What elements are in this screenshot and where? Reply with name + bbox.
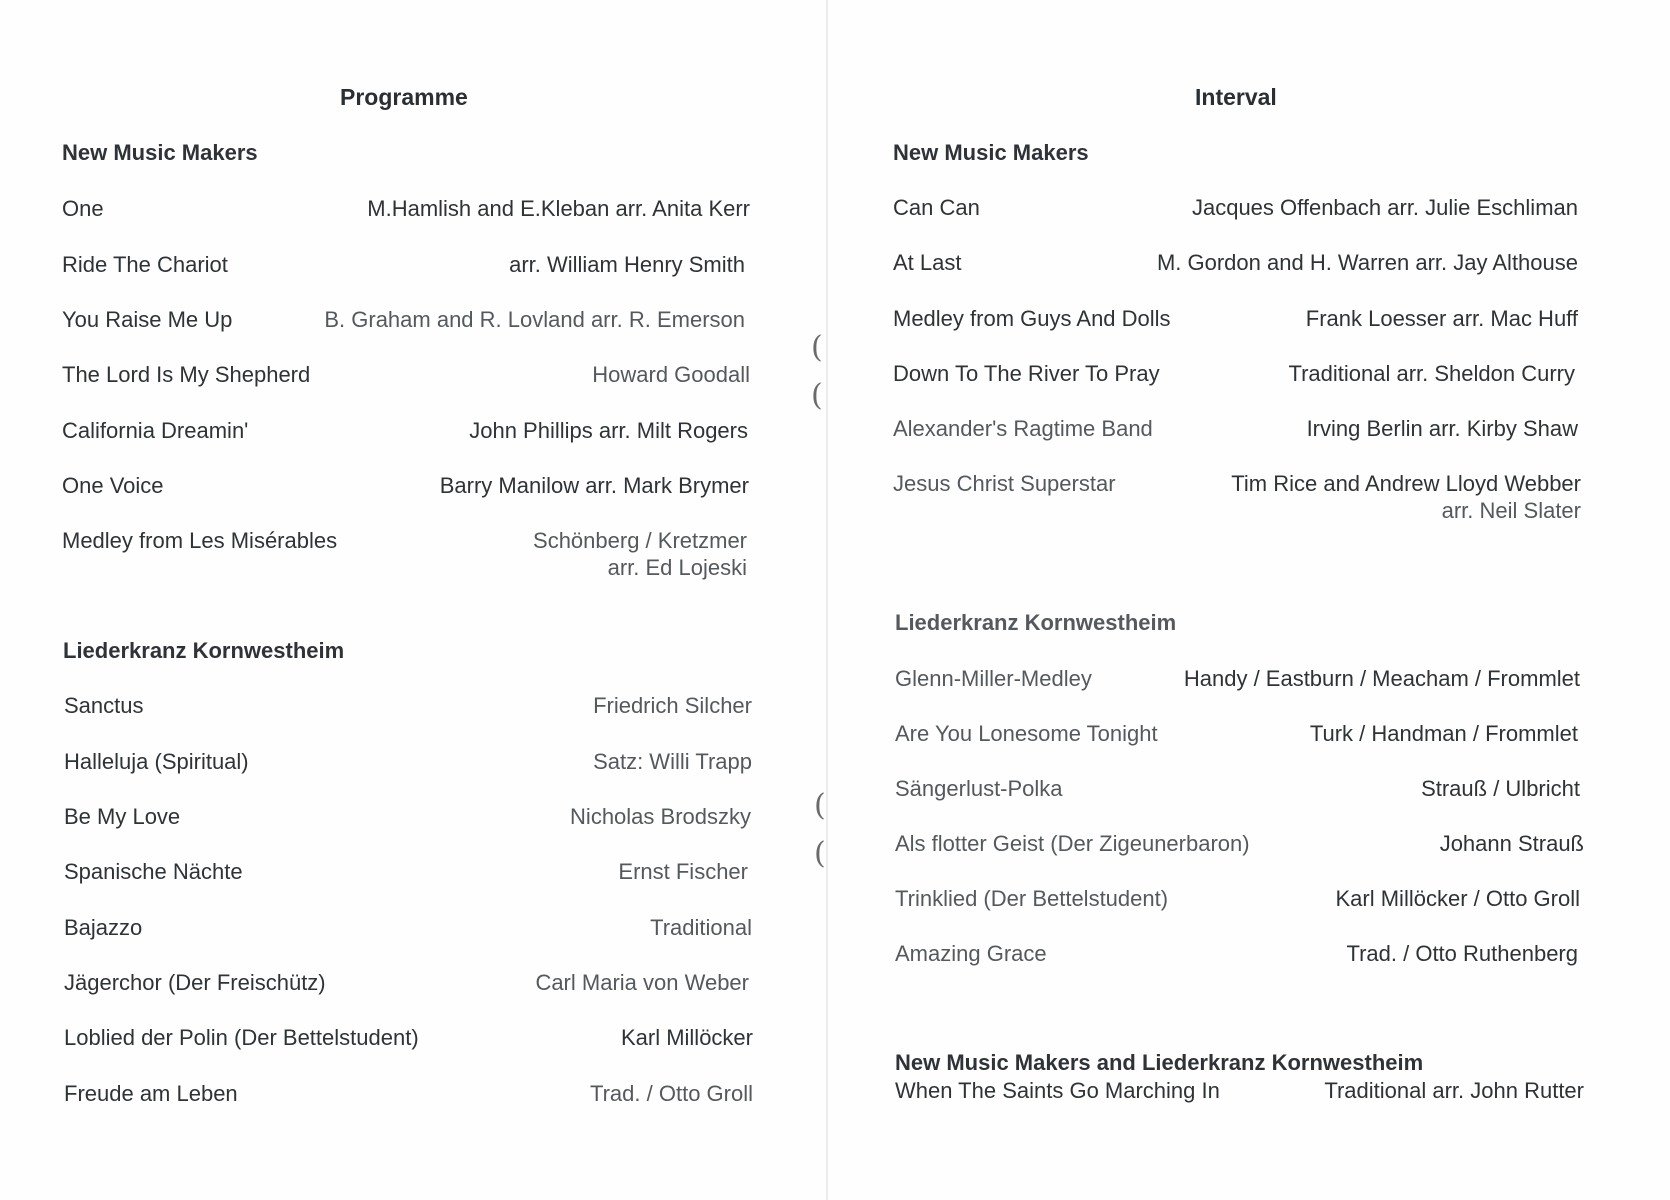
- piece-title: Amazing Grace: [895, 941, 1047, 966]
- piece-composer: Strauß / Ulbricht: [1421, 776, 1580, 801]
- piece-title: Be My Love: [64, 804, 181, 829]
- piece-composer: Traditional: [650, 915, 752, 940]
- piece-composer: Karl Millöcker: [620, 1025, 753, 1050]
- piece-composer: Jacques Offenbach arr. Julie Eschliman: [1191, 195, 1578, 220]
- piece-composer: John Phillips arr. Milt Rogers: [469, 418, 748, 443]
- piece-composer: Karl Millöcker / Otto Groll: [1335, 886, 1580, 911]
- piece-composer: Irving Berlin arr. Kirby Shaw: [1306, 416, 1578, 441]
- piece-title: California Dreamin': [62, 418, 249, 443]
- piece-composer: Nicholas Brodszky: [570, 804, 751, 829]
- piece-composer: Schönberg / Kretzmer arr. Ed Lojeski: [533, 528, 747, 580]
- piece-title: One: [62, 196, 104, 221]
- piece-title: Trinklied (Der Bettelstudent): [895, 886, 1169, 911]
- piece-title: Glenn-Miller-Medley: [895, 666, 1092, 691]
- piece-composer: B. Graham and R. Lovland arr. R. Emerson: [324, 307, 745, 332]
- piece-title: Ride The Chariot: [62, 252, 228, 277]
- piece-title: Jesus Christ Superstar: [893, 471, 1116, 496]
- piece-title: Loblied der Polin (Der Bettelstudent): [64, 1025, 419, 1050]
- piece-composer: Tim Rice and Andrew Lloyd Webber arr. Neil Slater: [1231, 471, 1581, 523]
- section-heading-new-music-makers: New Music Makers: [62, 140, 258, 165]
- piece-title: Sanctus: [64, 693, 144, 718]
- page-fold: [826, 0, 828, 1200]
- piece-title: At Last: [893, 250, 962, 275]
- piece-title: The Lord Is My Shepherd: [62, 362, 311, 387]
- piece-title: When The Saints Go Marching In: [895, 1078, 1220, 1103]
- piece-title: Als flotter Geist (Der Zigeunerbaron): [895, 831, 1250, 856]
- piece-composer: Turk / Handman / Frommlet: [1309, 721, 1578, 746]
- piece-composer: Ernst Fischer: [618, 859, 748, 884]
- piece-composer: M.Hamlish and E.Kleban arr. Anita Kerr: [367, 196, 750, 221]
- section-heading-liederkranz-kornwestheim: Liederkranz Kornwestheim: [63, 638, 345, 663]
- page-title-programme: Programme: [340, 84, 468, 110]
- piece-composer: Satz: Willi Trapp: [593, 749, 752, 774]
- section-heading-joint-finale: New Music Makers and Liederkranz Kornwestheim: [895, 1050, 1424, 1075]
- page-title-interval: Interval: [1195, 84, 1277, 110]
- piece-composer: Trad. / Otto Groll: [589, 1081, 753, 1106]
- piece-title: Medley from Les Misérables: [62, 528, 338, 553]
- piece-title: Spanische Nächte: [64, 859, 243, 884]
- piece-composer: Carl Maria von Weber: [535, 970, 749, 995]
- piece-composer: arr. William Henry Smith: [509, 252, 745, 277]
- piece-composer: Traditional arr. Sheldon Curry: [1288, 361, 1575, 386]
- piece-title: Freude am Leben: [64, 1081, 238, 1106]
- piece-composer: Traditional arr. John Rutter: [1324, 1078, 1584, 1103]
- piece-composer: Handy / Eastburn / Meacham / Frommlet: [1183, 666, 1580, 691]
- piece-composer: Johann Strauß: [1439, 831, 1584, 856]
- piece-composer: Friedrich Silcher: [593, 693, 752, 718]
- piece-title: You Raise Me Up: [62, 307, 233, 332]
- section-heading-liederkranz-kornwestheim: Liederkranz Kornwestheim: [895, 610, 1177, 635]
- piece-composer: Howard Goodall: [592, 362, 750, 387]
- piece-composer: M. Gordon and H. Warren arr. Jay Althouse: [1156, 250, 1578, 275]
- piece-composer: Barry Manilow arr. Mark Brymer: [439, 473, 749, 498]
- piece-title: Are You Lonesome Tonight: [895, 721, 1158, 746]
- piece-title: Halleluja (Spiritual): [64, 749, 249, 774]
- piece-title: Medley from Guys And Dolls: [893, 306, 1171, 331]
- right-page: [835, 0, 1670, 1200]
- piece-title: Can Can: [893, 195, 980, 220]
- piece-title: Alexander's Ragtime Band: [893, 416, 1153, 441]
- piece-title: Bajazzo: [64, 915, 143, 940]
- piece-title: Down To The River To Pray: [893, 361, 1160, 386]
- piece-title: Sängerlust-Polka: [895, 776, 1063, 801]
- piece-composer: Trad. / Otto Ruthenberg: [1346, 941, 1578, 966]
- section-heading-new-music-makers: New Music Makers: [893, 140, 1089, 165]
- piece-composer: Frank Loesser arr. Mac Huff: [1305, 306, 1578, 331]
- piece-title: Jägerchor (Der Freischütz): [64, 970, 326, 995]
- piece-title: One Voice: [62, 473, 164, 498]
